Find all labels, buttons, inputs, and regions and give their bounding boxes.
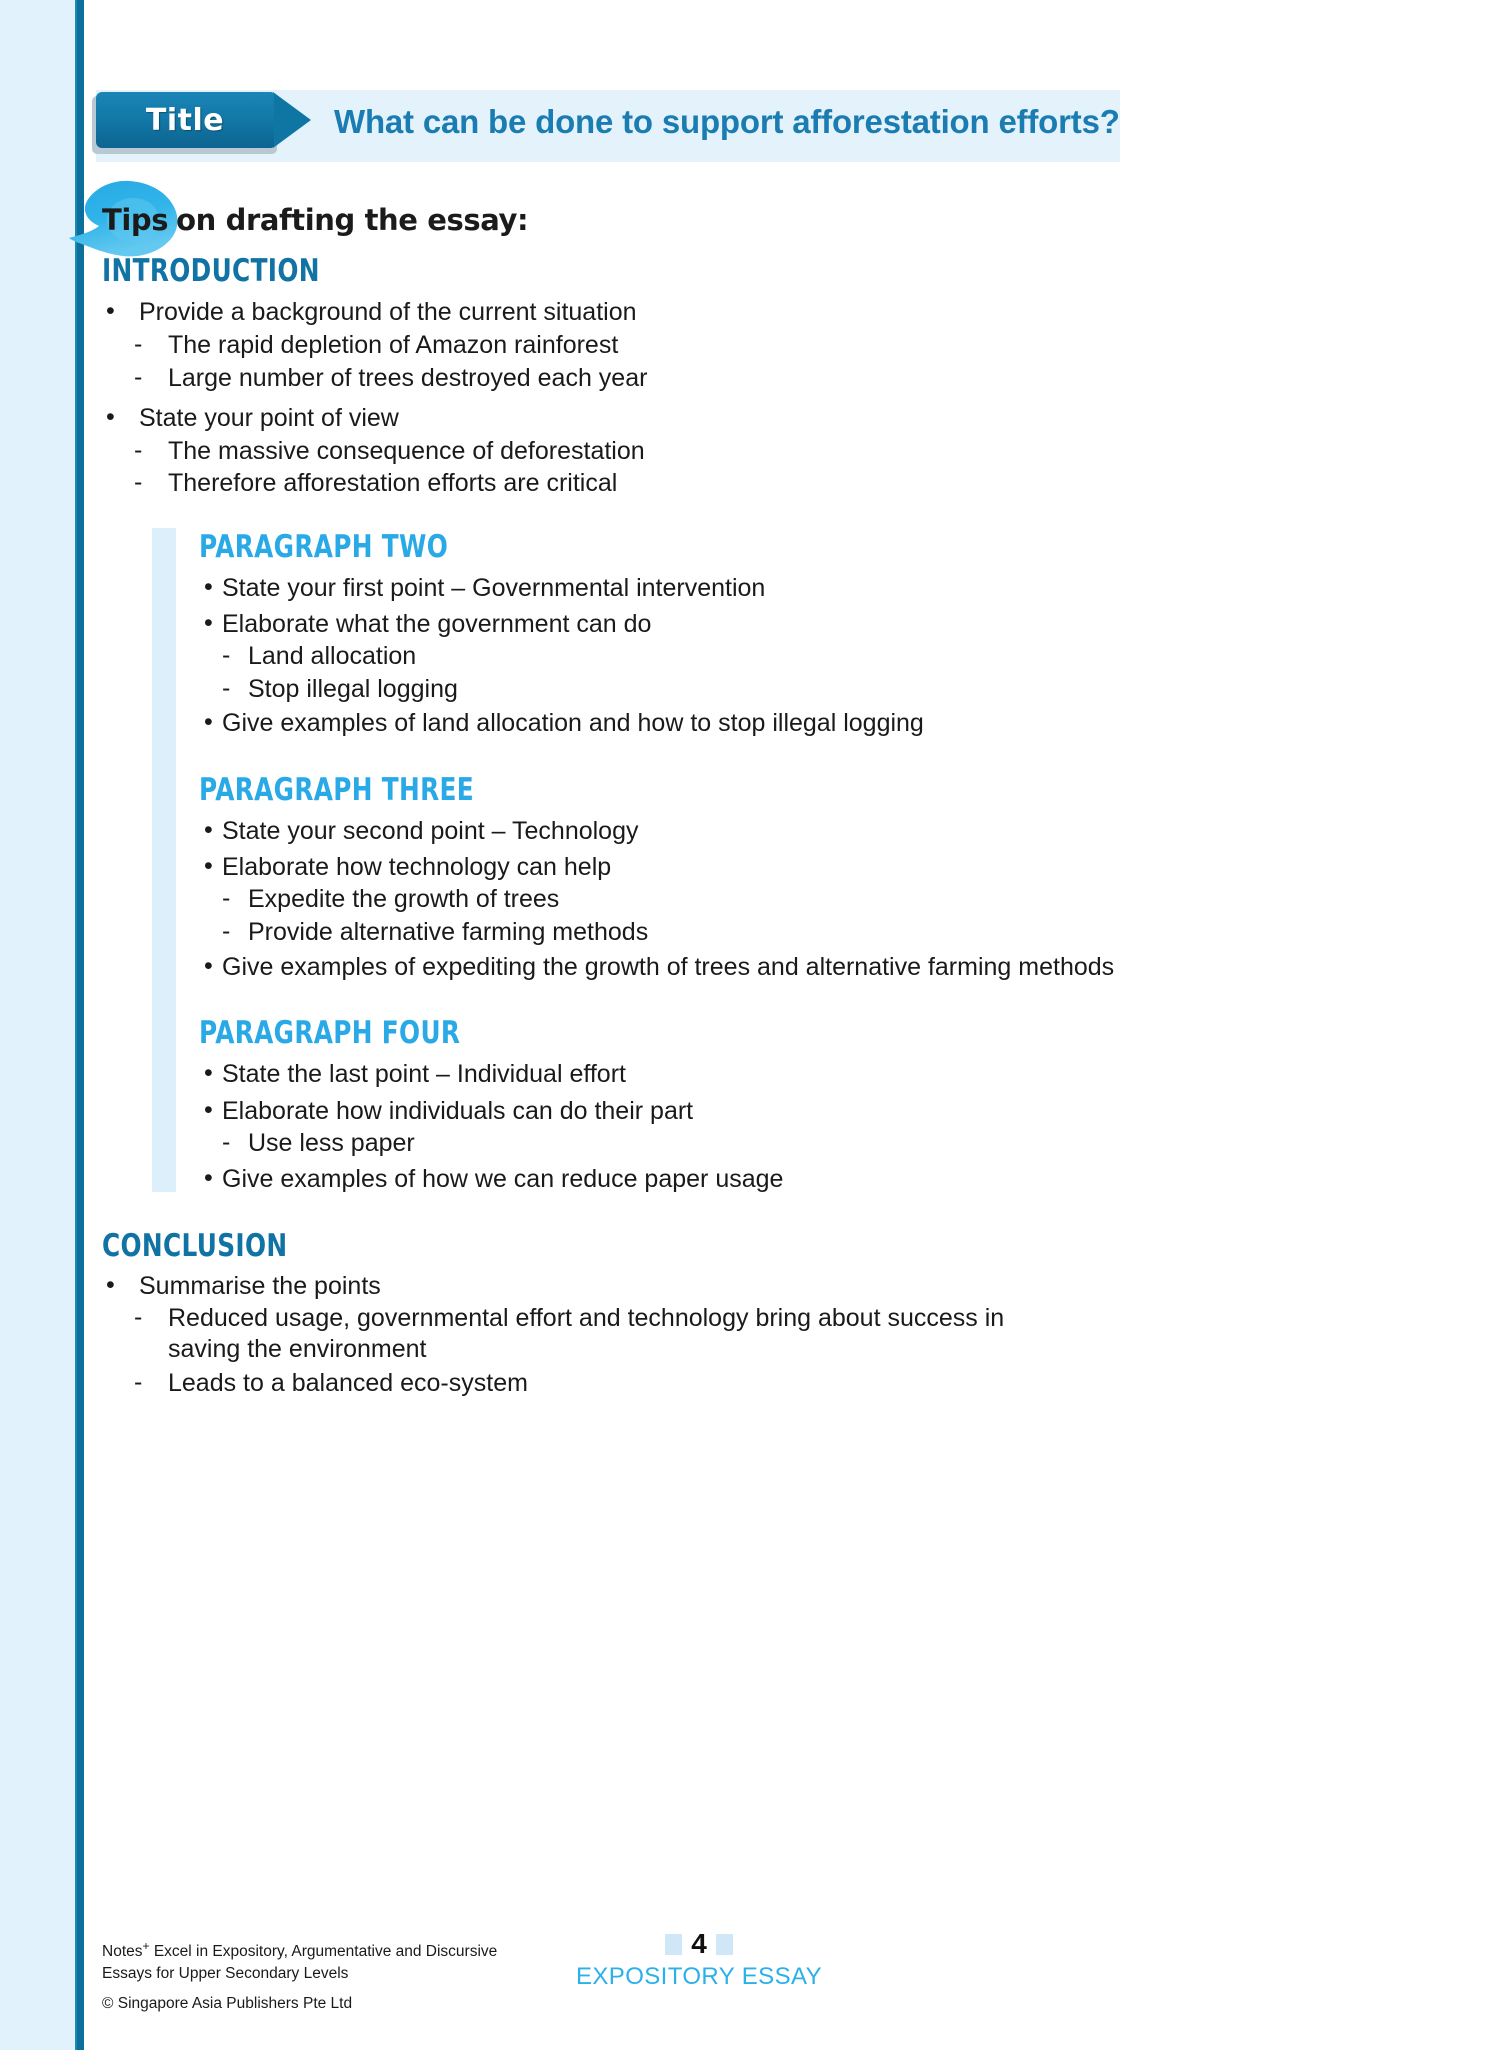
footer-brand-plus: + — [142, 1939, 150, 1953]
footer-copyright: © Singapore Asia Publishers Pte Ltd — [102, 1994, 353, 2012]
list-item: State your second point – Technology — [222, 817, 639, 845]
bullet-marker: - — [222, 884, 231, 912]
list-item: Provide alternative farming methods — [248, 918, 649, 946]
list-item: State your first point – Governmental intervention — [222, 574, 766, 602]
paragraph-block-accent-bar — [152, 528, 176, 1192]
heading-paragraph-three: PARAGRAPH THREE — [199, 772, 475, 808]
list-item: Expedite the growth of trees — [248, 885, 560, 913]
bullet-marker: • — [204, 609, 213, 637]
bullet-marker: - — [222, 1128, 231, 1156]
list-item: Elaborate what the government can do — [222, 610, 652, 638]
bullet-marker: - — [134, 1303, 143, 1331]
list-item: Give examples of land allocation and how to stop illegal logging — [222, 709, 924, 737]
bullet-marker: • — [204, 708, 213, 736]
bullet-marker: - — [134, 468, 143, 496]
bullet-marker: • — [204, 1059, 213, 1087]
heading-conclusion: CONCLUSION — [102, 1228, 288, 1264]
title-tab — [96, 92, 274, 148]
bullet-marker: • — [106, 297, 115, 325]
list-item: Provide a background of the current situation — [139, 298, 637, 326]
tips-heading-text: on drafting the essay: — [176, 203, 529, 237]
heading-introduction: INTRODUCTION — [102, 253, 320, 289]
bullet-marker: • — [106, 1271, 115, 1299]
footer-section-label: EXPOSITORY ESSAY — [575, 1963, 823, 1990]
heading-paragraph-four: PARAGRAPH FOUR — [199, 1015, 461, 1051]
list-item: Land allocation — [248, 642, 417, 670]
bullet-marker: • — [204, 1164, 213, 1192]
list-item: Elaborate how individuals can do their part — [222, 1097, 694, 1125]
list-item: The massive consequence of deforestation — [168, 437, 645, 465]
bullet-marker: - — [222, 641, 231, 669]
footer-book-line-1 — [102, 1938, 497, 1963]
tips-heading-row — [102, 196, 528, 244]
bullet-marker: • — [204, 573, 213, 601]
list-item: State the last point – Individual effort — [222, 1060, 626, 1088]
page-number-row — [539, 1930, 859, 1958]
bullet-marker: - — [134, 330, 143, 358]
tips-badge-word: Tips — [102, 203, 169, 237]
title-tab-label: Title — [145, 102, 225, 138]
bullet-marker: • — [204, 816, 213, 844]
bullet-marker: - — [134, 1368, 143, 1396]
title-tab-arrow-icon — [273, 92, 311, 148]
list-item: Use less paper — [248, 1129, 415, 1157]
page-number-square-left — [665, 1934, 682, 1955]
page-title: What can be done to support afforestation efforts? — [334, 103, 1120, 140]
list-item: Large number of trees destroyed each year — [168, 364, 648, 392]
heading-paragraph-two: PARAGRAPH TWO — [199, 529, 449, 565]
footer-book-line-2: Essays for Upper Secondary Levels — [102, 1964, 349, 1982]
list-item: Stop illegal logging — [248, 675, 458, 703]
page-number-square-right — [716, 1934, 733, 1955]
list-item: Therefore afforestation efforts are critical — [168, 469, 618, 497]
bullet-marker: • — [204, 852, 213, 880]
bullet-marker: - — [222, 917, 231, 945]
bullet-marker: - — [134, 363, 143, 391]
list-item: The rapid depletion of Amazon rainforest — [168, 331, 619, 359]
footer-brand: Notes — [102, 1943, 143, 1961]
content-column — [84, 0, 1503, 2050]
bullet-marker: - — [134, 436, 143, 464]
list-item: State your point of view — [139, 404, 399, 432]
list-item: Elaborate how technology can help — [222, 853, 612, 881]
bullet-marker: • — [204, 1096, 213, 1124]
bullet-marker: • — [204, 952, 213, 980]
footer-book-title: Excel in Expository, Argumentative and Discursive — [149, 1943, 498, 1961]
list-item: Leads to a balanced eco-system — [168, 1369, 528, 1397]
footer-book-info — [102, 1938, 497, 2014]
page-number: 4 — [691, 1928, 707, 1959]
list-item: Summarise the points — [139, 1272, 381, 1300]
bullet-marker: - — [222, 674, 231, 702]
footer-page-info — [539, 1930, 859, 1991]
list-item: Reduced usage, governmental effort and technology bring about success in saving the environment — [168, 1304, 1005, 1364]
bullet-marker: • — [106, 403, 115, 431]
list-item: Give examples of expediting the growth of trees and alternative farming methods — [222, 953, 1115, 981]
left-margin-band — [0, 0, 75, 2050]
list-item: Give examples of how we can reduce paper usage — [222, 1165, 784, 1193]
left-vertical-rule-highlight — [75, 0, 77, 2050]
